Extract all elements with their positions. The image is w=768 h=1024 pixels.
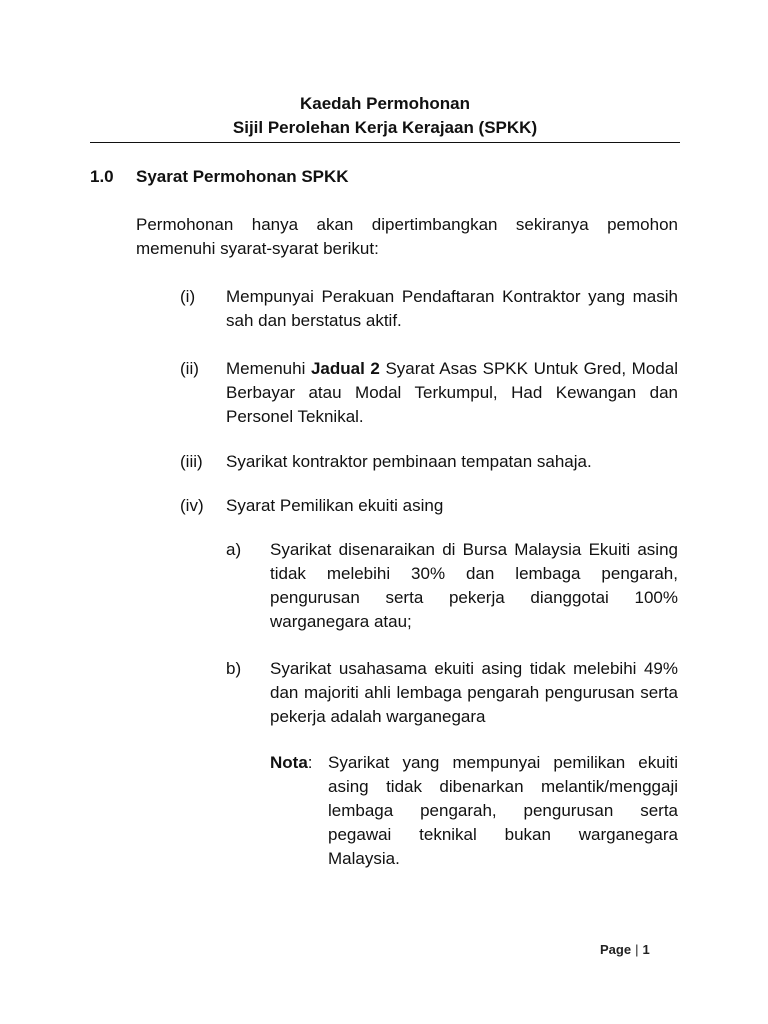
item-label: (iii)	[180, 452, 203, 471]
subitem-label: a)	[226, 540, 242, 559]
item-label: (i)	[180, 287, 196, 306]
section-heading	[90, 165, 349, 189]
item-text-part: Memenuhi	[226, 359, 311, 378]
schedule-reference: Jadual 2	[310, 359, 380, 378]
subitem-text: Syarikat disenaraikan di Bursa Malaysia Ekuiti asing tidak melebihi 30% dan lembaga pengarah, pengurusan serta pekerja dianggotai 100% warganegara atau;	[270, 540, 678, 631]
requirement-item	[180, 450, 678, 474]
item-text: Syarikat kontraktor pembinaan tempatan sahaja.	[226, 452, 592, 471]
equity-subitem	[226, 538, 678, 634]
requirement-item	[180, 494, 678, 518]
item-text: Mempunyai Perakuan Pendaftaran Kontraktor yang masih sah dan berstatus aktif.	[226, 287, 678, 330]
note-block	[270, 751, 678, 871]
note-label-text: Nota	[270, 753, 308, 772]
page-footer	[600, 940, 650, 960]
item-text: Syarat Pemilikan ekuiti asing	[226, 496, 444, 515]
note-text: Syarikat yang mempunyai pemilikan ekuiti asing tidak dibenarkan melantik/menggaji lembaga pengarah, pengurusan serta pegawai teknikal bukan warganegara Malaysia.	[328, 753, 678, 868]
title-line-2: Sijil Perolehan Kerja Kerajaan (SPKK)	[232, 118, 538, 137]
requirement-item	[180, 285, 678, 333]
page-number: 1	[642, 942, 650, 957]
subitem-label: b)	[226, 659, 242, 678]
intro-paragraph: Permohonan hanya akan dipertimbangkan sekiranya pemohon memenuhi syarat-syarat berikut:	[136, 215, 678, 258]
title-divider	[90, 142, 680, 143]
equity-subitem	[226, 657, 678, 729]
page-label: Page	[600, 942, 632, 957]
subitem-text: Syarikat usahasama ekuiti asing tidak melebihi 49% dan majoriti ahli lembaga pengarah pengurusan serta pekerja adalah warganegara	[270, 659, 678, 726]
document-title	[90, 92, 680, 140]
item-label: (iv)	[180, 496, 204, 515]
item-label: (ii)	[180, 359, 199, 378]
note-colon: :	[307, 753, 313, 772]
page-separator: |	[635, 942, 639, 957]
note-label	[270, 751, 313, 775]
requirement-item	[180, 357, 678, 429]
section-title: Syarat Permohonan SPKK	[136, 167, 349, 186]
title-line-1: Kaedah Permohonan	[299, 94, 471, 113]
section-number: 1.0	[90, 167, 114, 186]
item-text-part: Syarat Asas SPKK Untuk Gred, Modal Berbayar atau Modal Terkumpul, Had Kewangan dan Personel Teknikal.	[226, 359, 678, 426]
item-text	[226, 357, 678, 429]
